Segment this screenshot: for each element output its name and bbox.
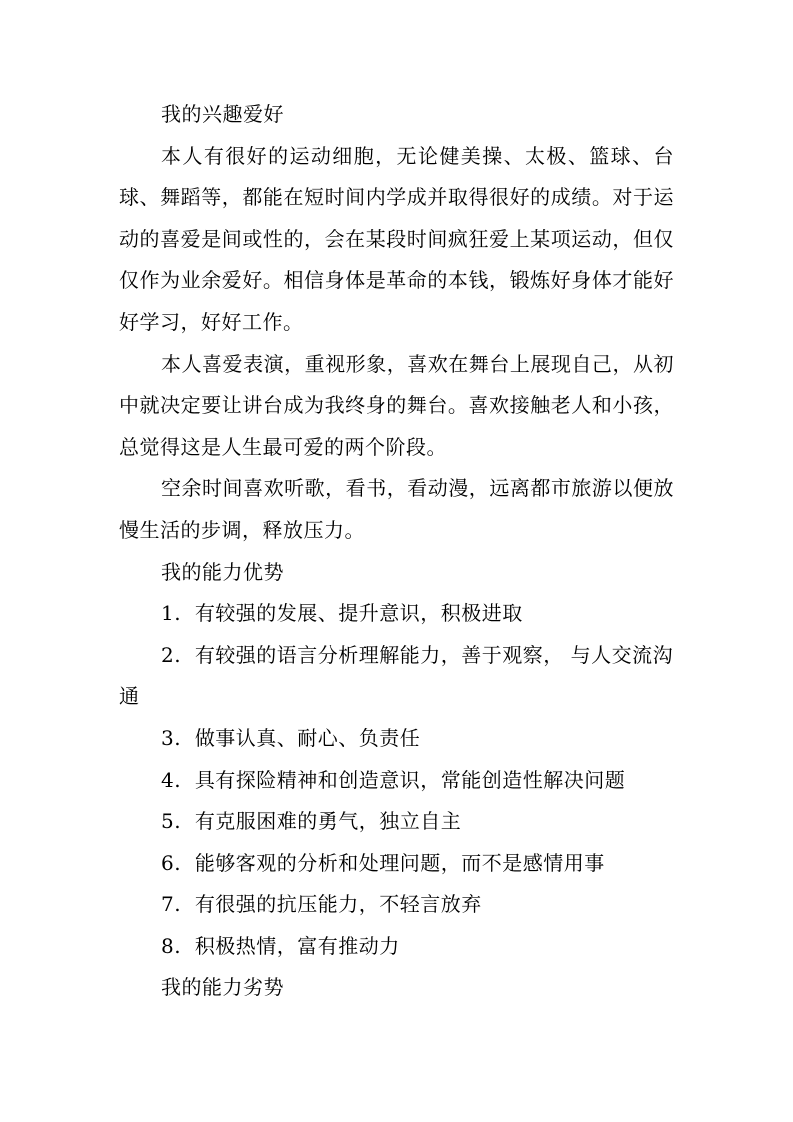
paragraph-performance: 本人喜爱表演，重视形象，喜欢在舞台上展现自己，从初中就决定要让讲台成为我终身的舞台。喜欢接触老人和小孩，总觉得这是人生最可爱的两个阶段。	[119, 351, 674, 459]
list-item-number: 1.	[161, 601, 182, 626]
list-item	[119, 593, 674, 635]
list-item	[119, 884, 674, 926]
document-body	[119, 94, 674, 1009]
list-item-text: 能够客观的分析和处理问题，而不是感情用事	[194, 850, 605, 875]
list-item	[119, 926, 674, 968]
list-item-text: 有很强的抗压能力，不轻言放弃	[194, 892, 482, 917]
paragraph-leisure: 空余时间喜欢听歌，看书，看动漫，远离都市旅游以便放慢生活的步调，释放压力。	[119, 476, 674, 542]
paragraph-sports: 本人有很好的运动细胞，无论健美操、太极、篮球、台球、舞蹈等，都能在短时间内学成并取得很好的成绩。对于运动的喜爱是间或性的，会在某段时间疯狂爱上某项运动，但仅仅作为业余爱好。相信身体是革命的本钱，锻炼好身体才能好好学习，好好工作。	[119, 143, 674, 334]
list-item	[119, 760, 674, 802]
section-heading-hobbies: 我的兴趣爱好	[161, 102, 284, 126]
list-item-text: 做事认真、耐心、负责任	[194, 725, 421, 750]
list-item-number: 8.	[161, 933, 182, 958]
list-item-number: 7.	[161, 892, 182, 917]
list-item	[119, 843, 674, 885]
section-heading-weaknesses: 我的能力劣势	[161, 975, 284, 1000]
list-item-number: 6.	[161, 850, 182, 875]
list-item	[119, 635, 674, 718]
list-item-text: 有较强的语言分析理解能力，善于观察， 与人交流沟通	[119, 642, 674, 709]
list-item-text: 具有探险精神和创造意识，常能创造性解决问题	[194, 767, 626, 792]
list-item	[119, 718, 674, 760]
list-item-number: 5.	[161, 809, 182, 834]
section-heading-strengths: 我的能力优势	[161, 559, 284, 584]
list-item-number: 3.	[161, 725, 182, 750]
list-item-text: 有克服困难的勇气，独立自主	[194, 809, 462, 834]
list-item-number: 2.	[161, 642, 182, 667]
list-item-text: 积极热情，富有推动力	[194, 933, 400, 958]
list-item-text: 有较强的发展、提升意识，积极进取	[194, 601, 523, 626]
list-item	[119, 801, 674, 843]
list-item-number: 4.	[161, 767, 182, 792]
